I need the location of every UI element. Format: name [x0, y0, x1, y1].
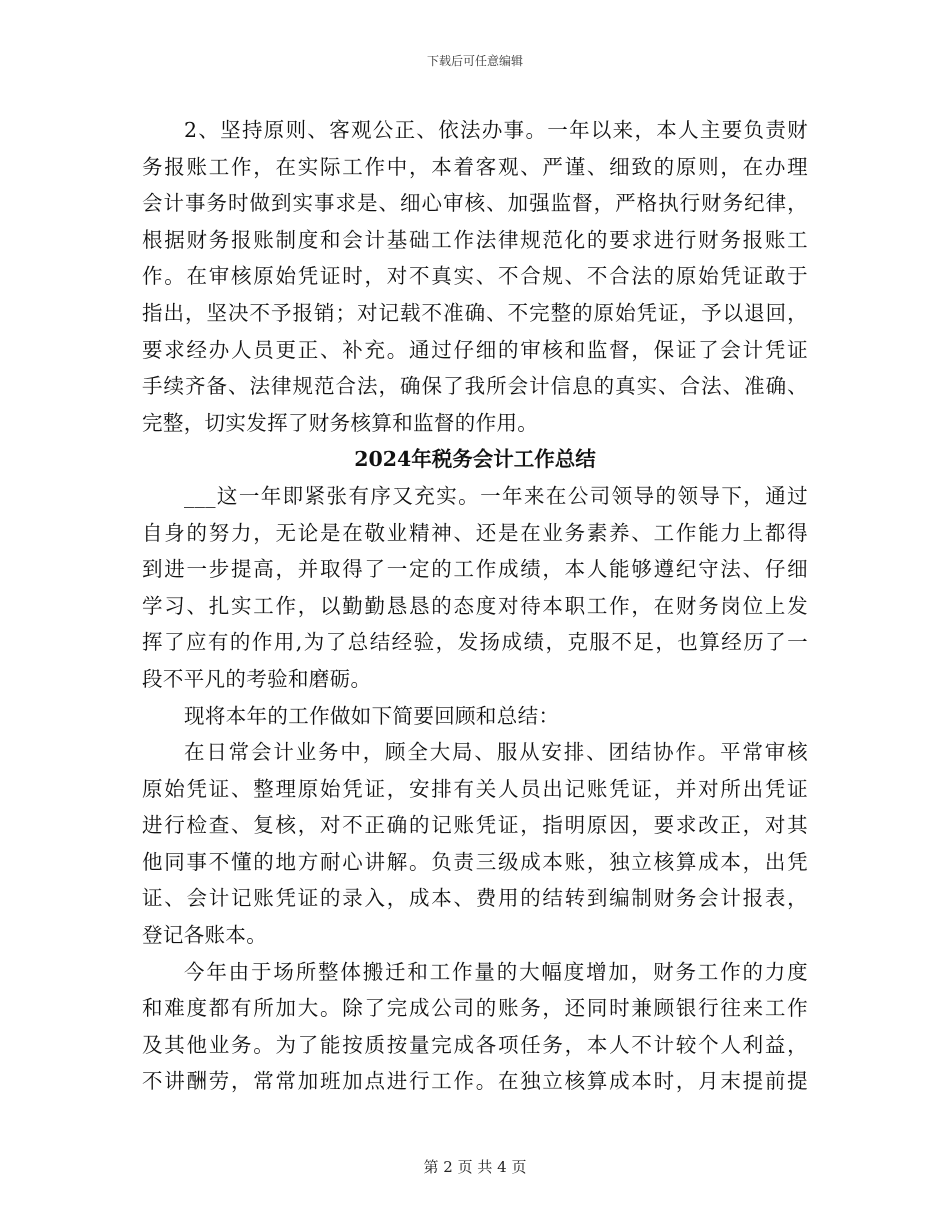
paragraph-line: 会计事务时做到实事求是、细心审核、加强监督，严格执行财务纪律， [142, 191, 808, 216]
paragraph-line: 学习、扎实工作，以勤勤恳恳的态度对待本职工作，在财务岗位上发 [142, 593, 808, 618]
paragraph-line: 不讲酬劳，常常加班加点进行工作。在独立核算成本时，月末提前提 [142, 1069, 808, 1094]
paragraph-line: 务报账工作，在实际工作中，本着客观、严谨、细致的原则，在办理 [142, 154, 808, 179]
paragraph-line: 在日常会计业务中，顾全大局、服从安排、团结协作。平常审核 [184, 740, 808, 765]
paragraph-line: 挥了应有的作用,为了总结经验，发扬成绩，克服不足，也算经历了一 [142, 630, 808, 655]
paragraph-line: 和难度都有所加大。除了完成公司的账务，还同时兼顾银行往来工作 [142, 996, 808, 1021]
paragraph-line: 段不平凡的考验和磨砺。 [142, 666, 372, 691]
paragraph-line: 证、会计记账凭证的录入，成本、费用的结转到编制财务会计报表， [142, 886, 808, 911]
paragraph-line: 手续齐备、法律规范合法，确保了我所会计信息的真实、合法、准确、 [142, 374, 808, 399]
paragraph-line: ___这一年即紧张有序又充实。一年来在公司领导的领导下，通过 [184, 483, 808, 508]
section-title: 2024年税务会计工作总结 [354, 447, 596, 472]
paragraph-line: 作。在审核原始凭证时，对不真实、不合规、不合法的原始凭证敢于 [142, 264, 808, 289]
page-header-note: 下载后可任意编辑 [426, 54, 523, 68]
page-number: 第 2 页 共 4 页 [423, 1158, 527, 1176]
document-body [142, 112, 808, 1100]
paragraph-line: 2、坚持原则、客观公正、依法办事。一年以来，本人主要负责财 [184, 118, 808, 142]
paragraph-line: 今年由于场所整体搬迁和工作量的大幅度增加，财务工作的力度 [184, 959, 808, 984]
paragraph-line: 进行检查、复核，对不正确的记账凭证，指明原因，要求改正，对其 [142, 813, 808, 838]
paragraph-line: 登记各账本。 [142, 923, 268, 948]
paragraph-line: 他同事不懂的地方耐心讲解。负责三级成本账，独立核算成本，出凭 [142, 849, 808, 874]
paragraph-line: 指出，坚决不予报销；对记载不准确、不完整的原始凭证，予以退回， [142, 300, 808, 325]
paragraph-line: 自身的努力，无论是在敬业精神、还是在业务素养、工作能力上都得 [142, 520, 808, 545]
paragraph-line: 要求经办人员更正、补充。通过仔细的审核和监督，保证了会计凭证 [142, 337, 808, 362]
paragraph-line: 根据财务报账制度和会计基础工作法律规范化的要求进行财务报账工 [142, 227, 808, 252]
paragraph-line: 原始凭证、整理原始凭证，安排有关人员出记账凭证，并对所出凭证 [142, 776, 808, 801]
paragraph-line: 完整，切实发挥了财务核算和监督的作用。 [142, 410, 539, 435]
paragraph-line: 及其他业务。为了能按质按量完成各项任务，本人不计较个人利益， [142, 1032, 808, 1057]
paragraph-line: 现将本年的工作做如下简要回顾和总结： [184, 703, 560, 728]
paragraph-line: 到进一步提高，并取得了一定的工作成绩，本人能够遵纪守法、仔细 [142, 557, 808, 582]
